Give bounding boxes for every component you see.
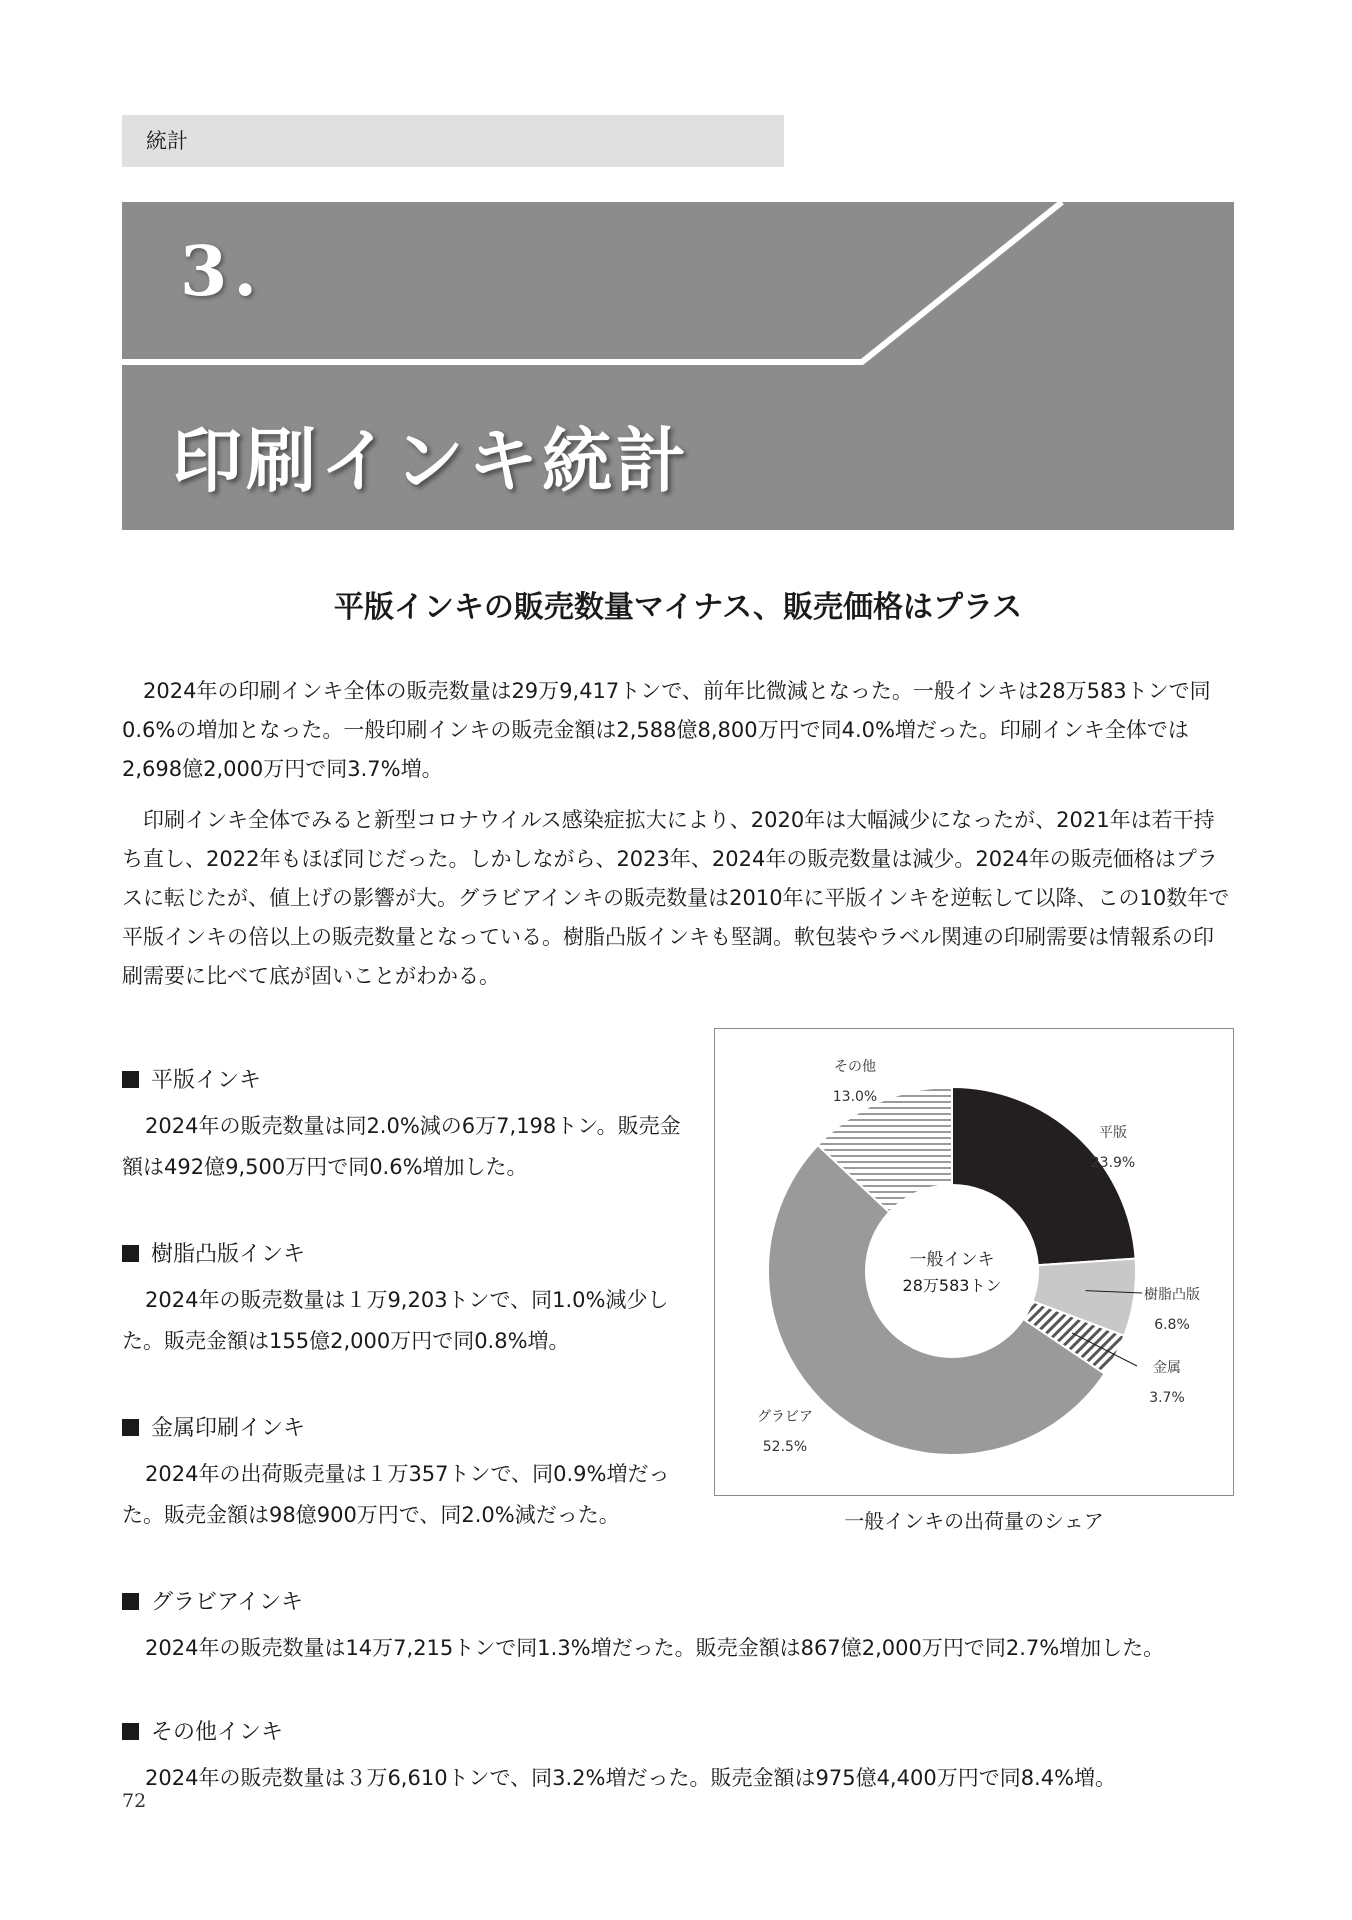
subsection-text-lithographic: 2024年の販売数量は同2.0%減の6万7,198トン。販売金額は492億9,500万円で同0.6%増加した。 <box>122 1114 681 1179</box>
subsection-text-resin-relief: 2024年の販売数量は１万9,203トンで、同1.0%減少した。販売金額は155億2,000万円で同0.8%増。 <box>122 1288 669 1353</box>
slice-value-label-1: 23.9% <box>1090 1155 1136 1171</box>
square-bullet-icon <box>122 1723 139 1740</box>
square-bullet-icon <box>122 1245 139 1262</box>
square-bullet-icon <box>122 1071 139 1088</box>
article-headline: 平版インキの販売数量マイナス、販売価格はプラス <box>333 590 1023 625</box>
subsection-heading-metal: 金属印刷インキ <box>122 1414 305 1444</box>
subsection-heading-lithographic: 平版インキ <box>122 1066 261 1096</box>
chart-caption: 一般インキの出荷量のシェア <box>844 1509 1104 1533</box>
slice-label-5: その他 <box>834 1059 876 1075</box>
subsection-text-other: 2024年の販売数量は３万6,610トンで、同3.2%増だった。販売金額は975億4,400万円で同8.4%増。 <box>145 1766 1117 1790</box>
slice-value-label-5: 13.0% <box>832 1089 878 1105</box>
slice-label-4: グラビア <box>757 1409 813 1425</box>
share-donut-chart <box>715 1029 1233 1495</box>
slice-value-label-4: 52.5% <box>762 1439 808 1455</box>
intro-paragraph: 2024年の印刷インキ全体の販売数量は29万9,417トンで、前年比微減となった。一般インキは28万583トンで同0.6%の増加となった。一般印刷インキの販売金額は2,588億8,800万円で同4.0%増だった。印刷インキ全体では2,698億2,000万円で同3.7%増。 <box>122 679 1211 781</box>
donut-slice-1 <box>952 1087 1136 1265</box>
slice-label-2: 樹脂凸版 <box>1144 1287 1200 1303</box>
slice-label-1: 平版 <box>1099 1125 1127 1141</box>
page-number: 72 <box>122 1790 147 1812</box>
donut-center-label: 一般インキ <box>909 1250 995 1270</box>
square-bullet-icon <box>122 1419 139 1436</box>
share-chart-frame <box>714 1028 1234 1496</box>
slice-value-label-3: 3.7% <box>1149 1390 1185 1406</box>
subsection-heading-resin-relief: 樹脂凸版インキ <box>122 1240 305 1270</box>
subsection-heading-gravure: グラビアインキ <box>122 1588 303 1618</box>
section-tag: 統計 <box>122 115 784 167</box>
slice-label-3: 金属 <box>1153 1360 1181 1376</box>
subsection-text-metal: 2024年の出荷販売量は１万357トンで、同0.9%増だった。販売金額は98億900万円で、同2.0%減だった。 <box>122 1462 670 1527</box>
square-bullet-icon <box>122 1593 139 1610</box>
donut-center-total: 28万583トン <box>902 1276 1002 1295</box>
analysis-paragraph: 印刷インキ全体でみると新型コロナウイルス感染症拡大により、2020年は大幅減少になったが、2021年は若干持ち直し、2022年もほぼ同じだった。しかしながら、2023年、2024年の販売数量は減少。2024年の販売価格はプラスに転じたが、値上げの影響が大。グラビアインキの販売数量は2010年に平版インキを逆転して以降、この10数年で平版インキの倍以上の販売数量となっている。樹脂凸版インキも堅調。軟包装やラベル関連の印刷需要は情報系の印刷需要に比べて底が固いことがわかる。 <box>122 808 1230 988</box>
slice-value-label-2: 6.8% <box>1154 1317 1190 1333</box>
subsection-heading-other: その他インキ <box>122 1718 283 1748</box>
subsection-text-gravure: 2024年の販売数量は14万7,215トンで同1.3%増だった。販売金額は867億2,000万円で同2.7%増加した。 <box>145 1636 1165 1660</box>
chapter-title: 印刷インキ統計 <box>172 419 690 502</box>
chapter-number: 3. <box>180 232 263 312</box>
